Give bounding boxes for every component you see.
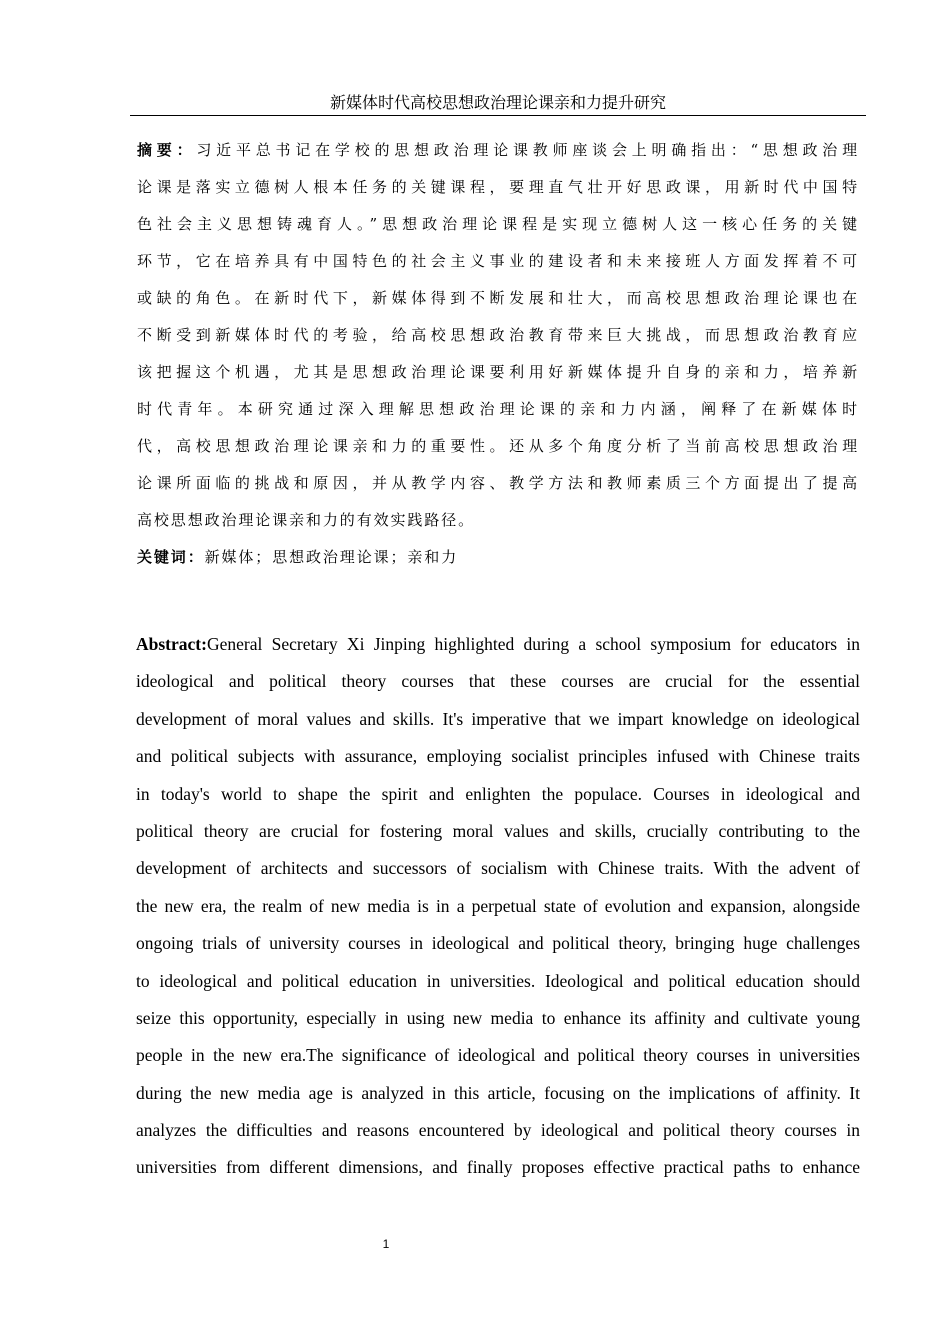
cn-abstract-line: 或缺的角色。在新时代下，新媒体得到不断发展和壮大，而高校思想政治理论课也在 [137, 289, 859, 307]
english-abstract [136, 626, 860, 1187]
running-header-title: 新媒体时代高校思想政治理论课亲和力提升研究 [329, 93, 666, 112]
cn-abstract-label: 摘要： [137, 141, 197, 159]
en-abstract-line: political theory are crucial for fostering moral values and skills, crucially contributing to the [136, 820, 860, 841]
en-abstract-line [136, 626, 860, 663]
cn-abstract-line: 论课所面临的挑战和原因，并从教学内容、教学方法和教师素质三个方面提出了提高 [137, 474, 859, 492]
en-abstract-text: General Secretary Xi Jinping highlighted during a school symposium for educators in [206, 634, 860, 654]
cn-keywords-text: 新媒体；思想政治理论课；亲和力 [204, 548, 459, 566]
chinese-abstract [137, 132, 859, 576]
cn-keywords-line [137, 539, 859, 576]
en-abstract-line: in today's world to shape the spirit and enlighten the populace. Courses in ideological and [136, 783, 860, 804]
en-abstract-line: people in the new era.The significance of ideological and political theory courses in universities [136, 1045, 860, 1066]
cn-abstract-line: 时代青年。本研究通过深入理解思想政治理论课的亲和力内涵，阐释了在新媒体时 [137, 400, 859, 418]
cn-abstract-text: 习近平总书记在学校的思想政治理论课教师座谈会上明确指出：“思想政治理 [196, 141, 859, 159]
en-abstract-label: Abstract: [136, 634, 207, 654]
en-abstract-line: development of architects and successors of socialism with Chinese traits. With the advent of [136, 858, 860, 879]
en-abstract-line: universities from different dimensions, and finally proposes effective practical paths to enhance [136, 1157, 860, 1178]
cn-keywords-label: 关键词： [137, 548, 205, 566]
page-number: 1 [382, 1237, 390, 1251]
cn-abstract-line [137, 132, 859, 169]
en-abstract-line: to ideological and political education in universities. Ideological and political education should [136, 970, 860, 991]
cn-abstract-line: 不断受到新媒体时代的考验，给高校思想政治教育带来巨大挑战，而思想政治教育应 [137, 326, 859, 344]
cn-abstract-line: 代，高校思想政治理论课亲和力的重要性。还从多个角度分析了当前高校思想政治理 [137, 437, 859, 455]
en-abstract-line: analyzes the difficulties and reasons encountered by ideological and political theory courses in [136, 1120, 860, 1141]
en-abstract-line: during the new media age is analyzed in this article, focusing on the implications of affinity. It [136, 1082, 860, 1103]
cn-abstract-line: 高校思想政治理论课亲和力的有效实践路径。 [137, 511, 476, 529]
cn-abstract-line: 环节，它在培养具有中国特色的社会主义事业的建设者和未来接班人方面发挥着不可 [137, 252, 859, 270]
cn-abstract-line: 该把握这个机遇，尤其是思想政治理论课要利用好新媒体提升自身的亲和力，培养新 [137, 363, 859, 381]
en-abstract-line: development of moral values and skills. It's imperative that we impart knowledge on ideological [136, 708, 860, 729]
en-abstract-line: ideological and political theory courses that these courses are crucial for the essential [136, 671, 860, 692]
cn-abstract-line: 论课是落实立德树人根本任务的关键课程，要理直气壮开好思政课，用新时代中国特 [137, 178, 859, 196]
en-abstract-line: the new era, the realm of new media is in a perpetual state of evolution and expansion, alongside [136, 895, 860, 916]
en-abstract-line: and political subjects with assurance, employing socialist principles infused with Chinese traits [136, 746, 860, 767]
en-abstract-line: ongoing trials of university courses in ideological and political theory, bringing huge challenges [136, 933, 860, 954]
header-rule [130, 115, 866, 116]
cn-abstract-line: 色社会主义思想铸魂育人。”思想政治理论课程是实现立德树人这一核心任务的关键 [137, 215, 859, 233]
en-abstract-line: seize this opportunity, especially in using new media to enhance its affinity and cultivate young [136, 1007, 860, 1028]
